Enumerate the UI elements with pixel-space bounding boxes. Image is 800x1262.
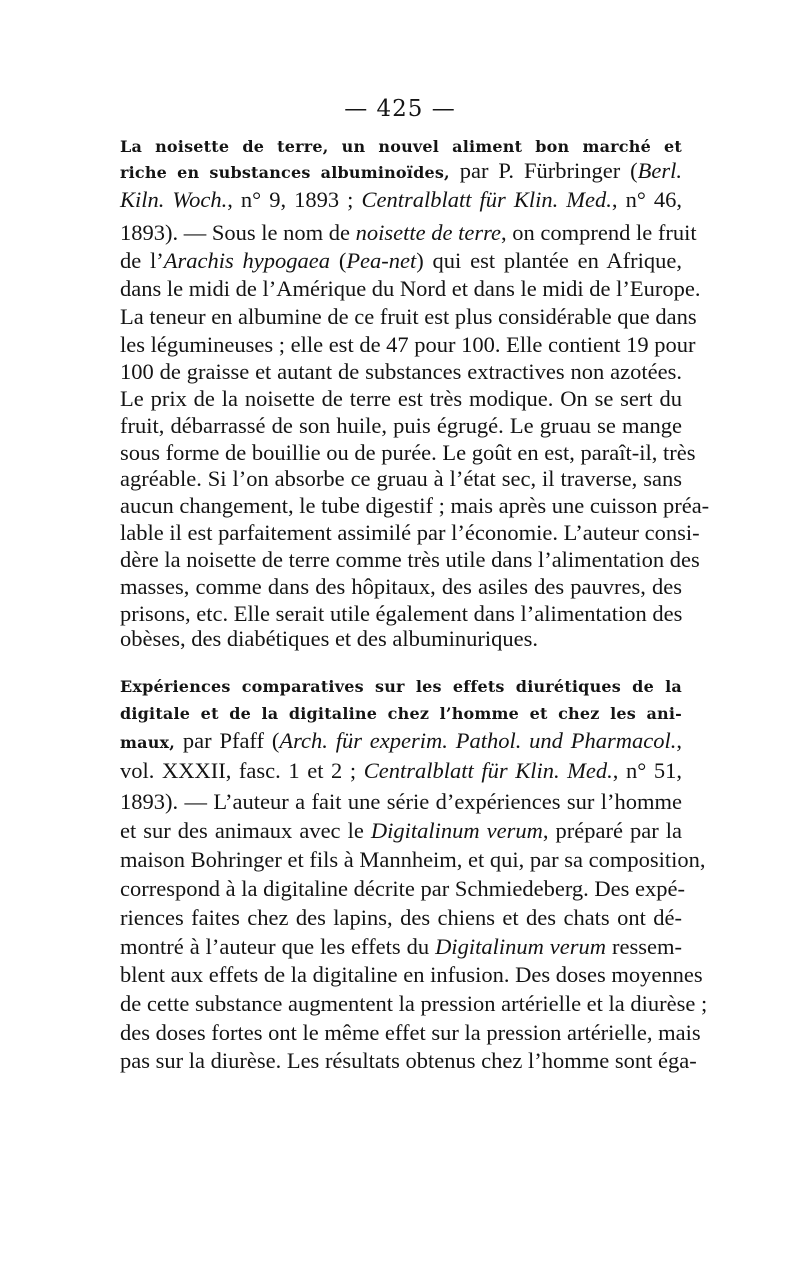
text: fruit, débarrassé de son huile, puis égrugé. Le gruau se mange [120, 413, 682, 438]
text: dère la noisette de terre comme très utile dans l’alimentation des [120, 547, 700, 572]
text: de cette substance augmentent la pression artérielle et la diurèse ; [120, 991, 708, 1016]
text: , préparé par la [542, 818, 682, 843]
text-line [120, 903, 682, 933]
italic-text: Centralblatt für Klin. Med. [363, 758, 613, 783]
text: les légumineuses ; elle est de 47 pour 100. Elle contient 19 pour [120, 332, 696, 357]
text: , on comprend le fruit [501, 220, 697, 245]
text: masses, comme dans des hôpitaux, des asiles des pauvres, des [120, 574, 682, 599]
text-line [120, 411, 682, 441]
text-line [120, 156, 682, 186]
text-line [120, 1046, 697, 1076]
italic-text: Pea-net [346, 248, 417, 273]
text: correspond à la digitaline décrite par Schmiedeberg. Des expé- [120, 876, 685, 901]
text: pas sur la diurèse. Les résultats obtenus chez l’homme sont éga- [120, 1048, 697, 1073]
text: dans le midi de l’Amérique du Nord et dans le midi de l’Europe. [120, 276, 701, 301]
text-line [120, 874, 685, 904]
italic-text: Berl. [637, 158, 682, 183]
text: blent aux effets de la digitaline en infusion. Des doses moyennes [120, 962, 703, 987]
text-line [120, 384, 682, 414]
text: ressem- [606, 934, 682, 959]
text-line [120, 246, 682, 276]
text-line [120, 670, 682, 700]
text-line [120, 518, 700, 548]
text-line [120, 357, 682, 387]
text-line [120, 1018, 701, 1048]
text: La teneur en albumine de ce fruit est plus considérable que dans [120, 304, 697, 329]
text: 1893). — L’auteur a fait une série d’expériences sur l’homme [120, 789, 682, 814]
text-line [120, 572, 682, 602]
text: Le prix de la noisette de terre est très modique. On se sert du [120, 386, 682, 411]
text-line [120, 274, 701, 304]
italic-text: Arch. für experim. Pathol. und Pharmacol. [279, 728, 677, 753]
italic-text: Kiln. Woch. [120, 187, 228, 212]
text: , n° 51, [612, 758, 682, 783]
text: vol. XXXII, fasc. 1 et 2 ; [120, 758, 364, 783]
text: de l’ [120, 248, 164, 273]
text-line [120, 756, 682, 786]
text: , n° 9, 1893 ; [227, 187, 362, 212]
text: lable il est parfaitement assimilé par l’économie. L’auteur consi- [120, 520, 700, 545]
text: par P. Fürbringer ( [449, 158, 638, 183]
text-line [120, 787, 682, 817]
text: riences faites chez des lapins, des chiens et des chats ont dé- [120, 905, 682, 930]
text: , n° 46, [611, 187, 682, 212]
text: par Pfaff ( [175, 728, 280, 753]
text-line [120, 624, 682, 654]
text: des doses fortes ont le même effet sur la pression artérielle, mais [120, 1020, 701, 1045]
text: 1893). — Sous le nom de [120, 220, 356, 245]
text-line [120, 697, 682, 727]
text: et sur des animaux avec le [120, 818, 371, 843]
italic-text: noisette de terre [355, 220, 501, 245]
bold-heading: maux, [120, 733, 176, 752]
text: ) qui est plantée en Afrique, [416, 248, 682, 273]
italic-text: Digitalinum verum [435, 934, 607, 959]
bold-heading: riche en substances albuminoïdes, [120, 163, 450, 182]
text-line [120, 845, 706, 875]
text-line [120, 960, 703, 990]
text: montré à l’auteur que les effets du [120, 934, 436, 959]
text: 100 de graisse et autant de substances extractives non azotées. [120, 359, 682, 384]
text-line [120, 491, 710, 521]
text: maison Bohringer et fils à Mannheim, et qui, par sa composition, [120, 847, 706, 872]
bold-heading: digitale et de la digitaline chez l’homme et chez les ani- [120, 704, 682, 723]
italic-text: Arachis hypogaea [163, 248, 331, 273]
bold-heading: Expériences comparatives sur les effets diurétiques de la [120, 677, 682, 696]
bold-heading: La noisette de terre, un nouvel aliment bon marché et [120, 137, 682, 156]
text: ( [330, 248, 347, 273]
text: sous forme de bouillie ou de purée. Le goût en est, paraît-il, très [120, 440, 696, 465]
text-line [120, 302, 697, 332]
italic-text: Digitalinum verum [370, 818, 543, 843]
text: , [676, 728, 682, 753]
text-line [120, 464, 682, 494]
text-line [120, 816, 682, 846]
italic-text: Centralblatt für Klin. Med. [361, 187, 612, 212]
text-line [120, 726, 682, 756]
page-number: — 425 — [344, 96, 456, 122]
text-line [120, 545, 700, 575]
text: agréable. Si l’on absorbe ce gruau à l’état sec, il traverse, sans [120, 466, 682, 491]
text-line [120, 185, 682, 215]
text: aucun changement, le tube digestif ; mais après une cuisson préa- [120, 493, 710, 518]
text-line [120, 932, 682, 962]
text-line [120, 330, 696, 360]
text-line [120, 218, 697, 248]
text-line [120, 989, 708, 1019]
text: obèses, des diabétiques et des albuminuriques. [120, 626, 539, 651]
text: prisons, etc. Elle serait utile également dans l’alimentation des [120, 601, 683, 626]
